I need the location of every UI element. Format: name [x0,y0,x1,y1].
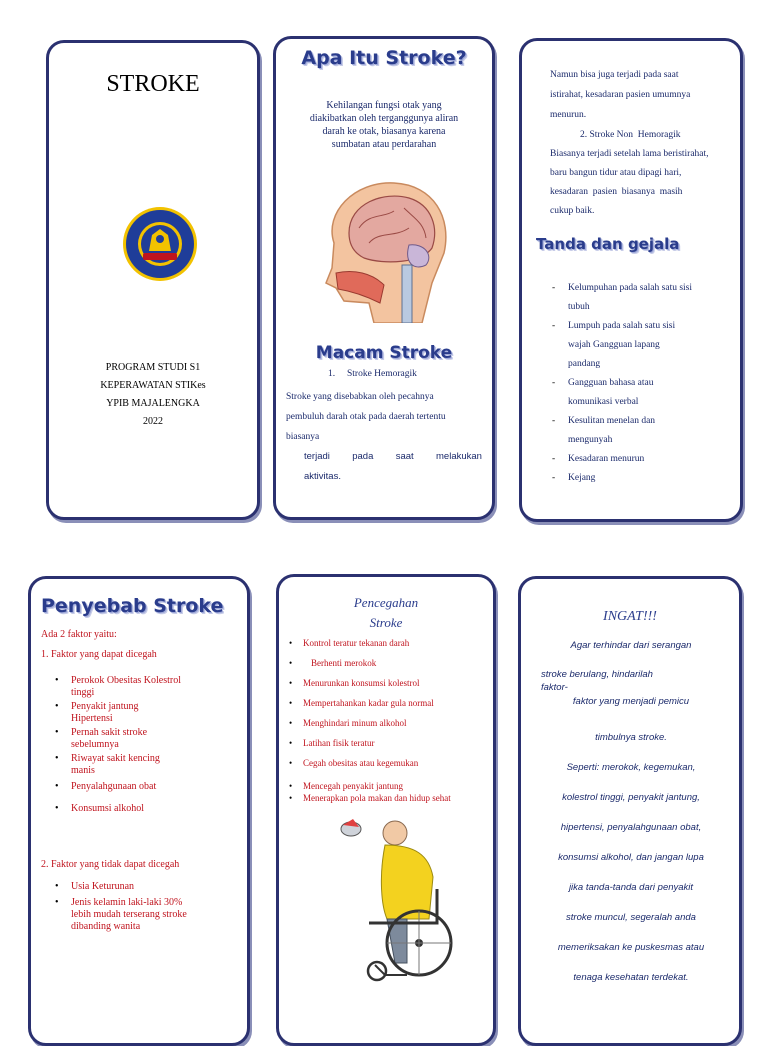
factor-text: sebelumnya [71,739,119,750]
symptom-text: komunikasi verbal [568,397,639,407]
symptom-text: - Kejang [568,473,596,483]
list-item [55,803,235,815]
list-item: • Menerapkan pola makan dan hidup sehat [289,793,485,804]
list-item: • Mempertahankan kadar gula normal [289,693,485,713]
definition-line: darah ke otak, biasanya karena [322,126,446,137]
penyebab-intro: Ada 2 faktor yaitu: [41,629,117,640]
list-item [552,412,732,450]
message-line: stroke berulang, hindarilah [541,669,653,680]
list-item [552,450,732,469]
factor-text: dibanding wanita [71,921,141,932]
institution-year: 2022 [143,416,163,427]
continuation-line: istirahat, kesadaran pasien umumnya [550,90,691,100]
symptom-text: mengunyah [568,435,613,445]
description-line: baru bangun tidur atau dipagi hari, [550,168,682,178]
description-line: pembuluh darah otak pada daerah tertentu [286,412,446,422]
panel-tanda-gejala [519,38,743,522]
stroke-type-1-description [286,387,486,447]
message-line: timbulnya stroke. [595,732,667,743]
factor-text: • Usia Keturunan [71,881,135,892]
tail-last-line: aktivitas. [304,471,341,482]
panel-ingat [518,576,742,1046]
institution-logo [121,205,199,283]
message-line: kolestrol tinggi, penyakit jantung, [562,792,700,803]
stroke-type-1-title: 1. Stroke Hemoragik [328,369,417,379]
continuation-line: Namun bisa juga terjadi pada saat [550,70,679,80]
factor-text: • Riwayat sakit kencing [71,753,160,764]
panel-pencegahan [276,574,496,1046]
ingat-heading: INGAT!!! [603,609,657,624]
continuation-line: menurun. [550,110,587,120]
message-line: stroke muncul, segeralah anda [566,912,696,923]
list-item: • Cegah obesitas atau kegemukan [289,753,485,773]
list-item: • Mencegah penyakit jantung [289,779,485,793]
list-item: • Latihan fisik teratur [289,733,485,753]
panel-penyebab [28,576,250,1046]
heading-line: Pencegahan [353,595,419,610]
factor-text: • Konsumsi alkohol [71,803,145,814]
list-item [55,675,235,699]
message-line: konsumsi alkohol, dan jangan lupa [558,852,704,863]
symptom-list [552,279,732,488]
message-line: memeriksakan ke puskesmas atau [557,942,705,953]
prevention-list [289,633,485,804]
list-item [55,781,235,793]
description-line: biasanya [286,432,320,442]
stroke-definition [286,99,482,151]
tail-word: pada [352,451,374,462]
message-line: hipertensi, penyalahgunaan obat, [560,822,702,833]
heading-line: Stroke [369,615,403,630]
factor-text: • Penyalahgunaan obat [71,781,157,792]
penyebab-heading: Penyebab Stroke [41,595,224,617]
stroke-type-2-title: 2. Stroke Non Hemoragik [580,130,681,140]
definition-line: Kehilangan fungsi otak yang [326,100,442,111]
list-item [55,727,235,751]
message-line: Seperti: merokok, kegemukan, [566,762,696,773]
factor-text: • Penyakit jantung [71,701,139,712]
factor-1-title: 1. Faktor yang dapat dicegah [41,649,157,660]
list-item: • Kontrol teratur tekanan darah [289,633,485,653]
definition-line: diakibatkan oleh terganggunya aliran [309,113,459,124]
tanda-gejala-heading: Tanda dan gejala [536,235,680,253]
factor-text: • Jenis kelamin laki-laki 30% [71,897,183,908]
brain-illustration [314,173,454,323]
panel-cover [46,40,260,520]
message-line: Agar terhindar dari serangan [570,640,692,651]
list-item [552,279,732,317]
list-item [55,897,235,933]
factor-text: • Pernah sakit stroke [71,727,148,738]
symptom-text: - Kesulitan menelan dan [568,416,656,426]
list-item: • Berhenti merokok [289,653,485,673]
tail-word: melakukan [436,451,482,462]
message-line: jika tanda-tanda dari penyakit [568,882,694,893]
tail-word: terjadi [304,451,330,462]
institution-line: KEPERAWATAN STIKes [100,380,206,391]
wheelchair-illustration [329,815,459,983]
factor-text: tinggi [71,687,95,698]
panel-apa-itu-stroke [273,36,495,520]
factor-text: manis [71,765,95,776]
list-item [55,753,235,777]
institution-line: YPIB MAJALENGKA [106,398,200,409]
stroke-type-2-description [550,145,740,221]
factor-text: lebih mudah terserang stroke [71,909,187,920]
ingat-message [541,637,721,993]
list-item: • Menghindari minum alkohol [289,713,485,733]
macam-stroke-heading: Macam Stroke [315,343,453,363]
symptom-text: wajah Gangguan lapang [568,340,660,350]
hemoragik-continuation [550,65,734,125]
message-line: faktor- [541,682,568,693]
definition-line: sumbatan atau perdarahan [331,139,437,150]
apa-itu-heading: Apa Itu Stroke? [301,47,467,69]
symptom-text: - Kesadaran menurun [568,454,645,464]
list-item [552,469,732,488]
message-line: faktor yang menjadi pemicu [572,696,690,707]
cover-title: STROKE [106,71,200,97]
factor-text: • Perokok Obesitas Kolestrol [71,675,181,686]
symptom-text: pandang [568,359,601,369]
description-line: Stroke yang disebabkan oleh pecahnya [286,392,434,402]
factor-text: Hipertensi [71,713,113,724]
symptom-text: - Kelumpuhan pada salah satu sisi [568,283,693,293]
symptom-text: tubuh [568,302,590,312]
symptom-text: - Gangguan bahasa atau [568,378,654,388]
description-line: cukup baik. [550,206,595,216]
institution-info [49,359,257,431]
tail-justified-line [304,447,482,467]
description-line: Biasanya terjadi setelah lama beristirahat, [550,149,709,159]
stroke-type-1-tail [304,447,482,487]
factor-2-title: 2. Faktor yang tidak dapat dicegah [41,859,180,870]
factor-1-list [55,675,235,815]
list-item [55,881,235,893]
message-line: tenaga kesehatan terdekat. [573,972,689,983]
list-item [552,374,732,412]
pencegahan-heading [279,593,493,633]
list-item: • Menurunkan konsumsi kolestrol [289,673,485,693]
tail-word: saat [395,451,414,462]
list-item [552,317,732,374]
symptom-text: - Lumpuh pada salah satu sisi [568,321,676,331]
description-line: kesadaran pasien biasanya masih [550,187,683,197]
list-item [55,701,235,725]
factor-2-list [55,881,235,933]
institution-line: PROGRAM STUDI S1 [105,362,201,373]
